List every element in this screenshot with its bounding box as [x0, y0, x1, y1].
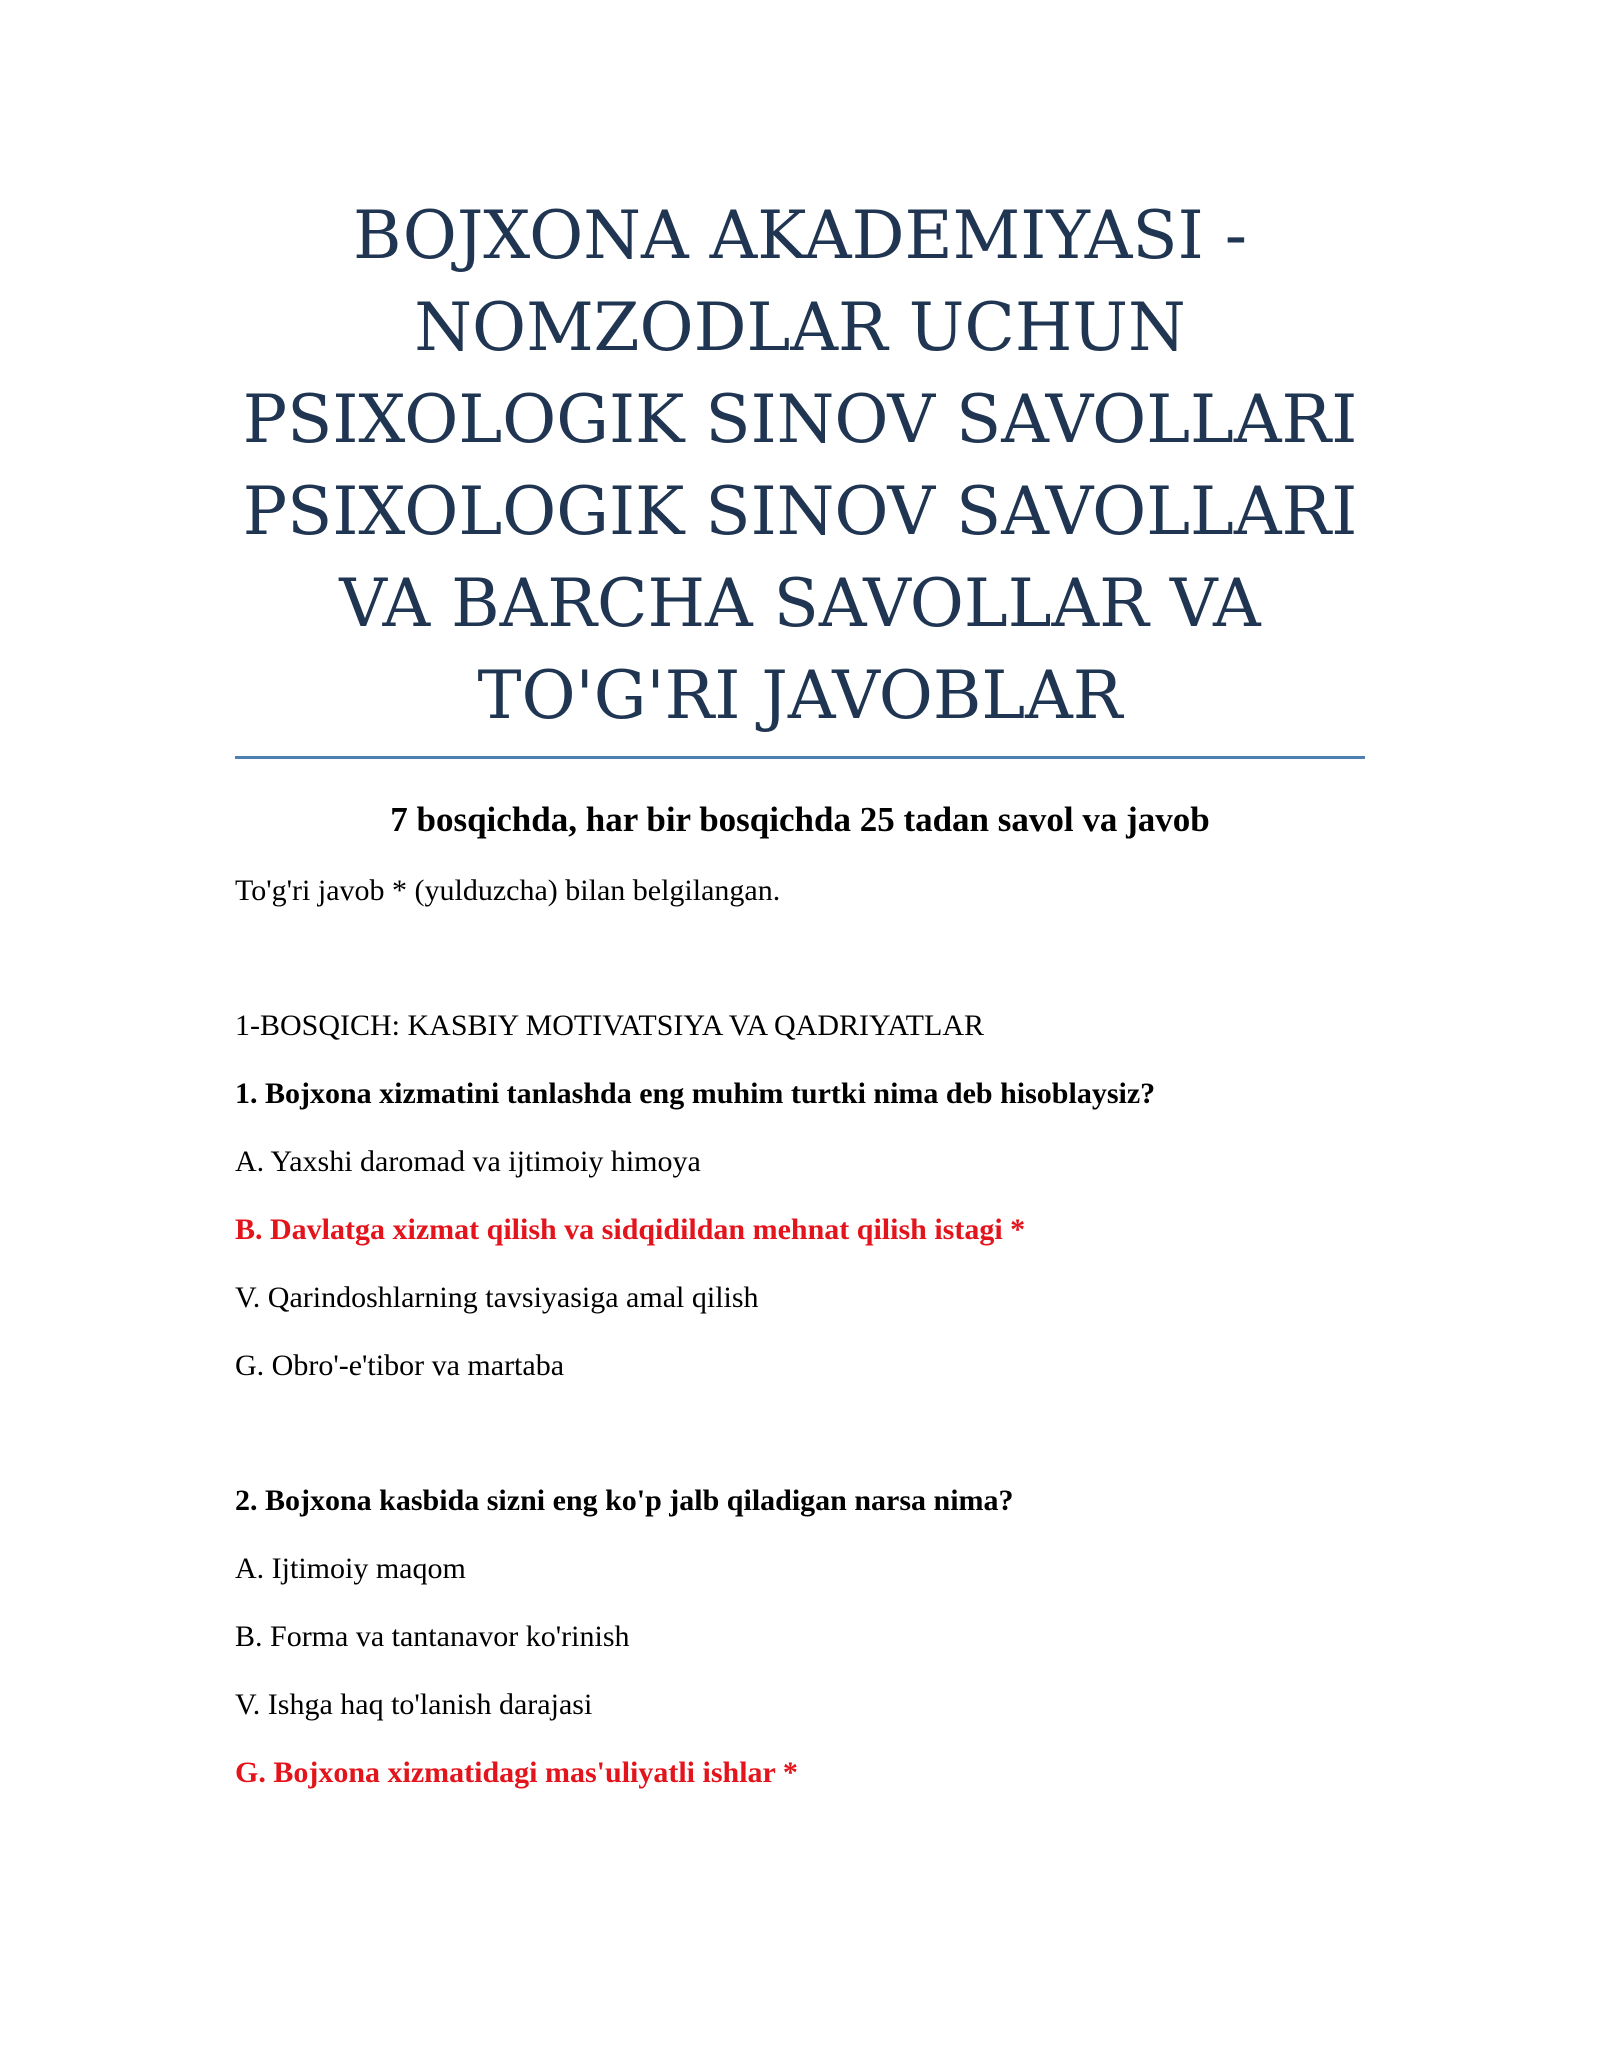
- question-block: [235, 1481, 1365, 1793]
- title-line: TO'G'RI JAVOBLAR: [477, 657, 1123, 734]
- question-text: 1. Bojxona xizmatini tanlashda eng muhim turtki nima deb hisoblaysiz?: [235, 1077, 1156, 1110]
- answer-option: G. Obro'-e'tibor va martaba: [235, 1349, 565, 1382]
- title-line: NOMZODLAR UCHUN: [414, 289, 1186, 366]
- answer-key-note: To'g'ri javob * (yulduzcha) bilan belgilangan.: [235, 874, 781, 907]
- section-heading: 1-BOSQICH: KASBIY MOTIVATSIYA VA QADRIYATLAR: [235, 1009, 984, 1042]
- correct-answer-option: B. Davlatga xizmat qilish va sidqidildan mehnat qilish istagi *: [235, 1213, 1026, 1246]
- correct-answer-option: G. Bojxona xizmatidagi mas'uliyatli ishlar *: [235, 1756, 798, 1789]
- document-subtitle: 7 bosqichda, har bir bosqichda 25 tadan savol va javob: [390, 800, 1210, 839]
- title-line: BOJXONA AKADEMIYASI -: [353, 197, 1247, 274]
- answer-option: V. Qarindoshlarning tavsiyasiga amal qilish: [235, 1281, 759, 1314]
- answer-option: V. Ishga haq to'lanish darajasi: [235, 1688, 593, 1721]
- title-line: PSIXOLOGIK SINOV SAVOLLARI: [242, 473, 1358, 550]
- answer-option: A. Ijtimoiy maqom: [235, 1552, 466, 1585]
- answer-option: A. Yaxshi daromad va ijtimoiy himoya: [235, 1145, 701, 1178]
- title-divider: [235, 756, 1365, 759]
- question-block: [235, 1074, 1365, 1386]
- answer-option: B. Forma va tantanavor ko'rinish: [235, 1620, 630, 1653]
- question-text: 2. Bojxona kasbida sizni eng ko'p jalb qiladigan narsa nima?: [235, 1484, 1014, 1517]
- title-line: PSIXOLOGIK SINOV SAVOLLARI: [242, 381, 1358, 458]
- document-page: [235, 190, 1365, 1793]
- document-title: [235, 190, 1365, 742]
- title-line: VA BARCHA SAVOLLAR VA: [339, 565, 1261, 642]
